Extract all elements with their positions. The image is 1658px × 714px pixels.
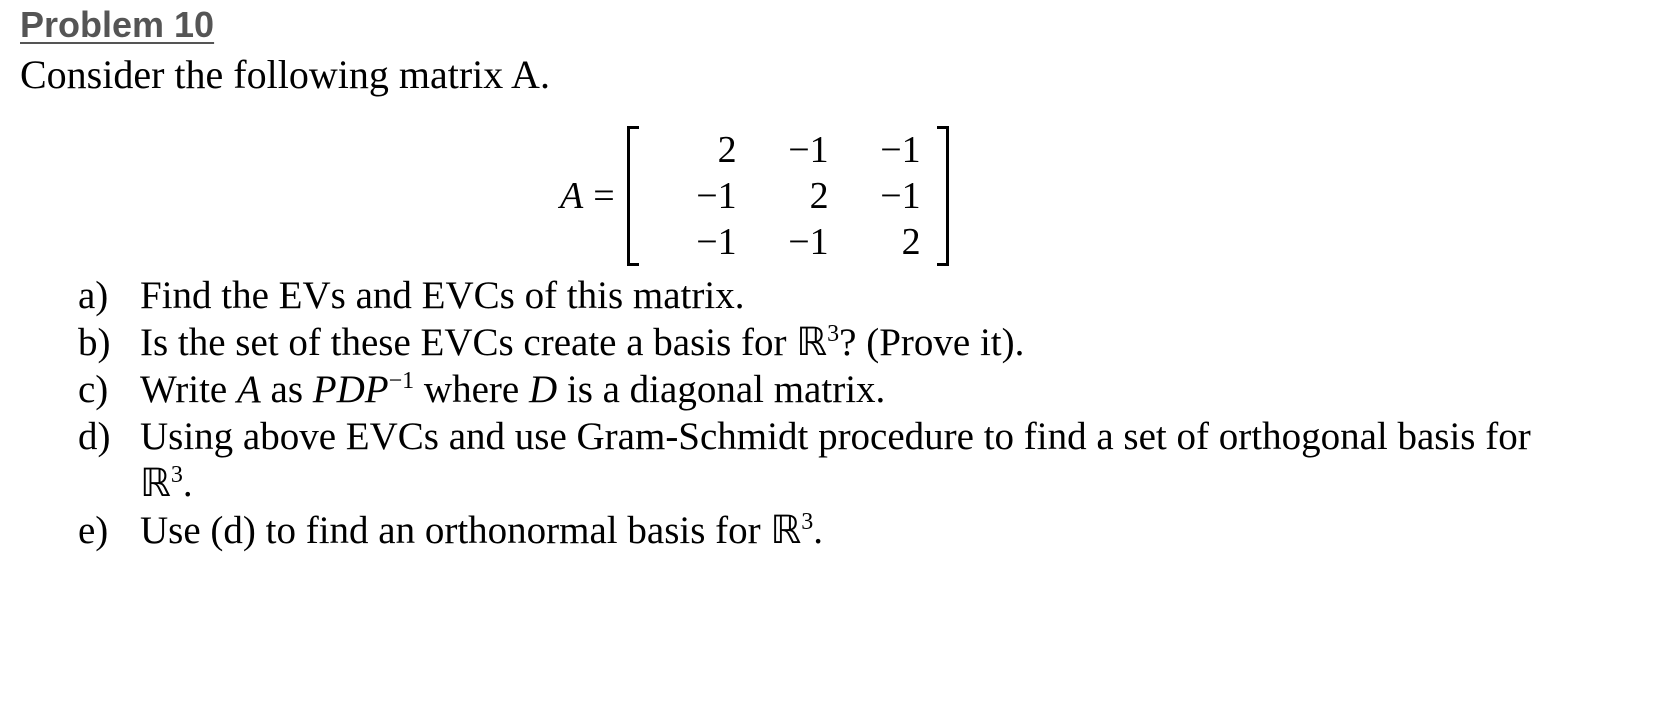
item-text-part: Use (d) to find an orthonormal basis for ℝ bbox=[140, 509, 802, 552]
question-item-b bbox=[78, 319, 1538, 366]
left-bracket bbox=[627, 126, 639, 266]
item-text bbox=[140, 272, 1538, 319]
item-text-part: Find the EVs and EVCs of this matrix. bbox=[140, 274, 745, 317]
matrix-grid bbox=[639, 127, 937, 265]
right-bracket bbox=[937, 126, 949, 266]
item-text-part: is a diagonal matrix. bbox=[557, 368, 886, 411]
item-text-part: . bbox=[813, 509, 823, 552]
question-item-c bbox=[78, 366, 1538, 413]
item-text-part: as bbox=[260, 368, 313, 411]
item-text-part: . bbox=[182, 462, 193, 505]
matrix-cell: 2 bbox=[717, 129, 737, 171]
equals-sign: = bbox=[593, 175, 615, 217]
item-text bbox=[140, 507, 1538, 554]
item-text-part: where bbox=[414, 368, 529, 411]
matrix-cell: −1 bbox=[880, 175, 921, 217]
item-label: d) bbox=[78, 415, 111, 458]
matrix-cell: −1 bbox=[696, 175, 737, 217]
matrix-cell: 2 bbox=[901, 221, 921, 263]
matrix-lhs bbox=[560, 174, 615, 218]
problem-intro: Consider the following matrix A. bbox=[20, 52, 550, 97]
problem-heading: Problem 10 bbox=[20, 4, 215, 45]
item-label: a) bbox=[78, 274, 109, 317]
math-symbol: PDP bbox=[312, 368, 389, 411]
item-label: b) bbox=[78, 321, 111, 364]
item-text-part: Write bbox=[140, 368, 237, 411]
item-text-part: ? (Prove it). bbox=[839, 321, 1025, 364]
superscript: 3 bbox=[170, 462, 183, 488]
matrix-equation bbox=[560, 124, 949, 268]
question-item-a bbox=[78, 272, 1538, 319]
matrix-cell: −1 bbox=[788, 221, 829, 263]
matrix-name: A bbox=[560, 175, 584, 217]
item-text bbox=[140, 413, 1538, 507]
question-item-d bbox=[78, 413, 1538, 507]
item-label: c) bbox=[78, 368, 109, 411]
matrix-cell: −1 bbox=[788, 129, 829, 171]
question-item-e bbox=[78, 507, 1538, 554]
matrix-cell: 2 bbox=[809, 175, 829, 217]
item-label: e) bbox=[78, 509, 109, 552]
superscript: 3 bbox=[827, 321, 840, 347]
question-list bbox=[78, 272, 1538, 554]
matrix-cell: −1 bbox=[880, 129, 921, 171]
item-text bbox=[140, 366, 1538, 413]
item-text-part: Using above EVCs and use Gram-Schmidt procedure to find a set of orthogonal basis for ℝ bbox=[140, 415, 1531, 505]
math-symbol: D bbox=[528, 368, 558, 411]
superscript: 3 bbox=[801, 509, 814, 535]
superscript: −1 bbox=[388, 368, 415, 394]
item-text-part: Is the set of these EVCs create a basis for ℝ bbox=[140, 321, 828, 364]
matrix-cell: −1 bbox=[696, 221, 737, 263]
math-symbol: A bbox=[236, 368, 261, 411]
item-text bbox=[140, 319, 1538, 366]
